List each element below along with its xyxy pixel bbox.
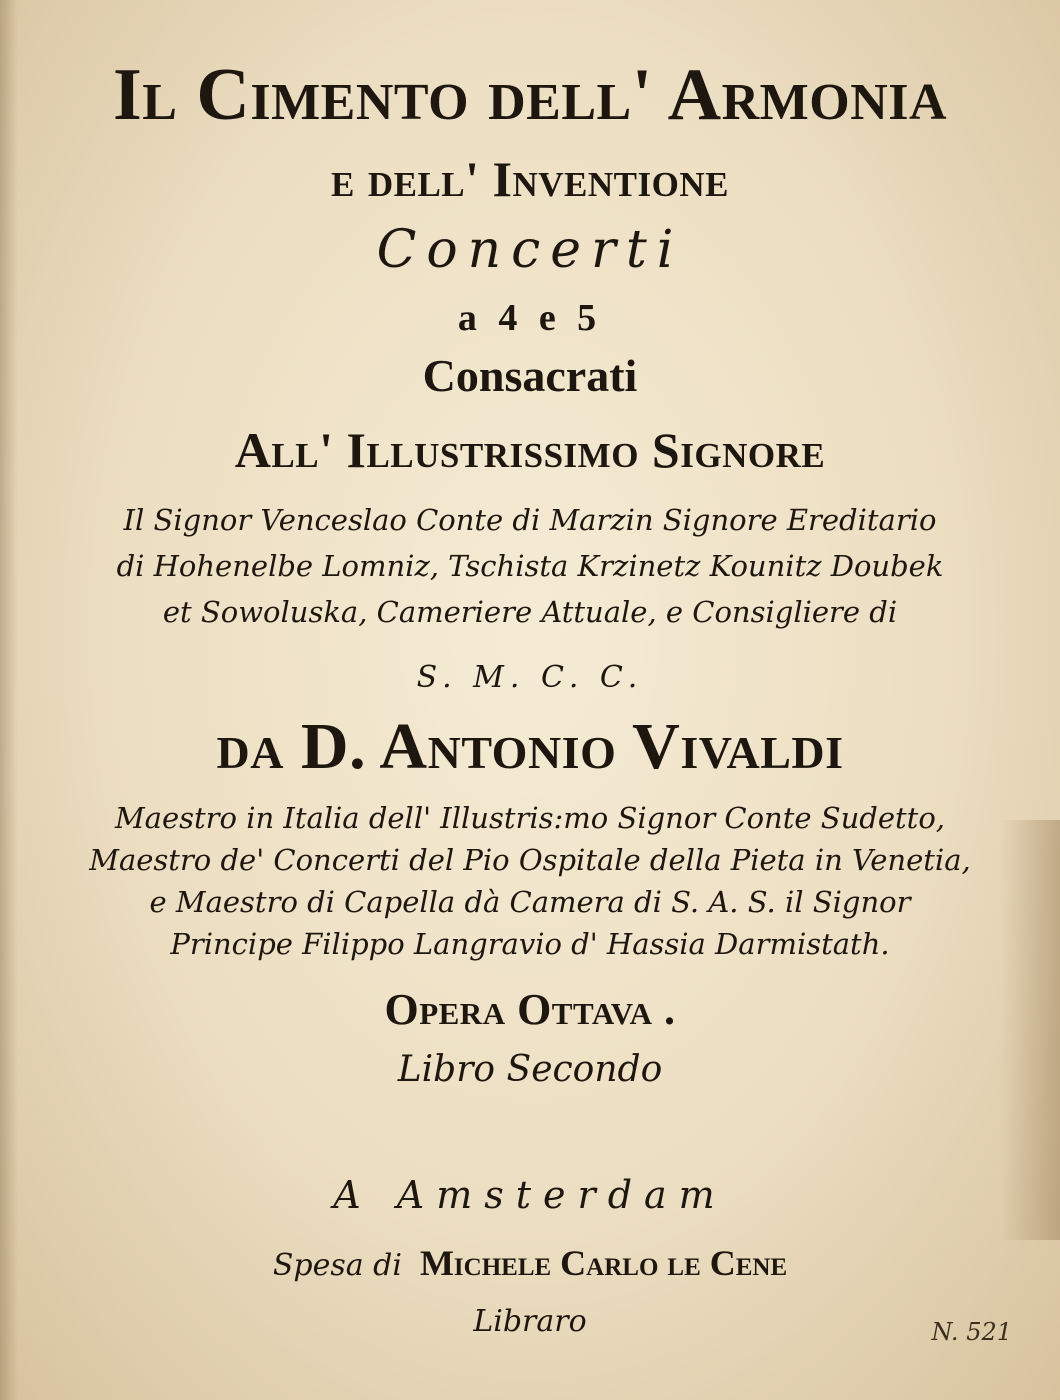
dedicatee-line-1: Il Signor Venceslao Conte di Marzin Signore Ereditario <box>123 503 937 537</box>
dedicatee-line-2: di Hohenelbe Lomniz, Tschista Krzinetz Kounitz Doubek <box>116 549 944 583</box>
scoring: a 4 e 5 <box>457 297 603 339</box>
plate-number: N. 521 <box>931 1318 1012 1346</box>
publisher-name: Michele Carlo le Cene <box>419 1243 788 1283</box>
publisher-line <box>0 1236 1060 1293</box>
author-role-1: Maestro in Italia dell' Illustris:mo Signor Conte Sudetto, <box>114 801 946 835</box>
publisher-role: Libraro <box>473 1304 587 1339</box>
volume: Libro Secondo <box>397 1049 663 1090</box>
title-line-2: e dell' Inventione <box>331 151 729 207</box>
publisher-prefix: Spesa di <box>272 1248 402 1283</box>
consecration: Consacrati <box>422 350 638 401</box>
author-role-4: Principe Filippo Langravio d' Hassia Darmistath. <box>170 927 890 961</box>
dedication-heading: All' Illustrissimo Signore <box>234 422 826 478</box>
opus-number: Opera Ottava . <box>384 985 676 1034</box>
author-role-3: e Maestro di Capella dà Camera di S. A. S. il Signor <box>149 885 911 919</box>
genre-heading: Concerti <box>376 220 684 280</box>
dedicatee-title: S. M. C. C. <box>416 660 644 695</box>
dedicatee-line-3: et Sowoluska, Cameriere Attuale, e Consigliere di <box>162 595 898 629</box>
author-name: da D. Antonio Vivaldi <box>216 710 844 783</box>
title-line-1: Il Cimento dell' Armonia <box>112 54 948 136</box>
publication-place: A Amsterdam <box>333 1173 727 1217</box>
author-role-2: Maestro de' Concerti del Pio Ospitale della Pieta in Venetia, <box>89 843 971 877</box>
